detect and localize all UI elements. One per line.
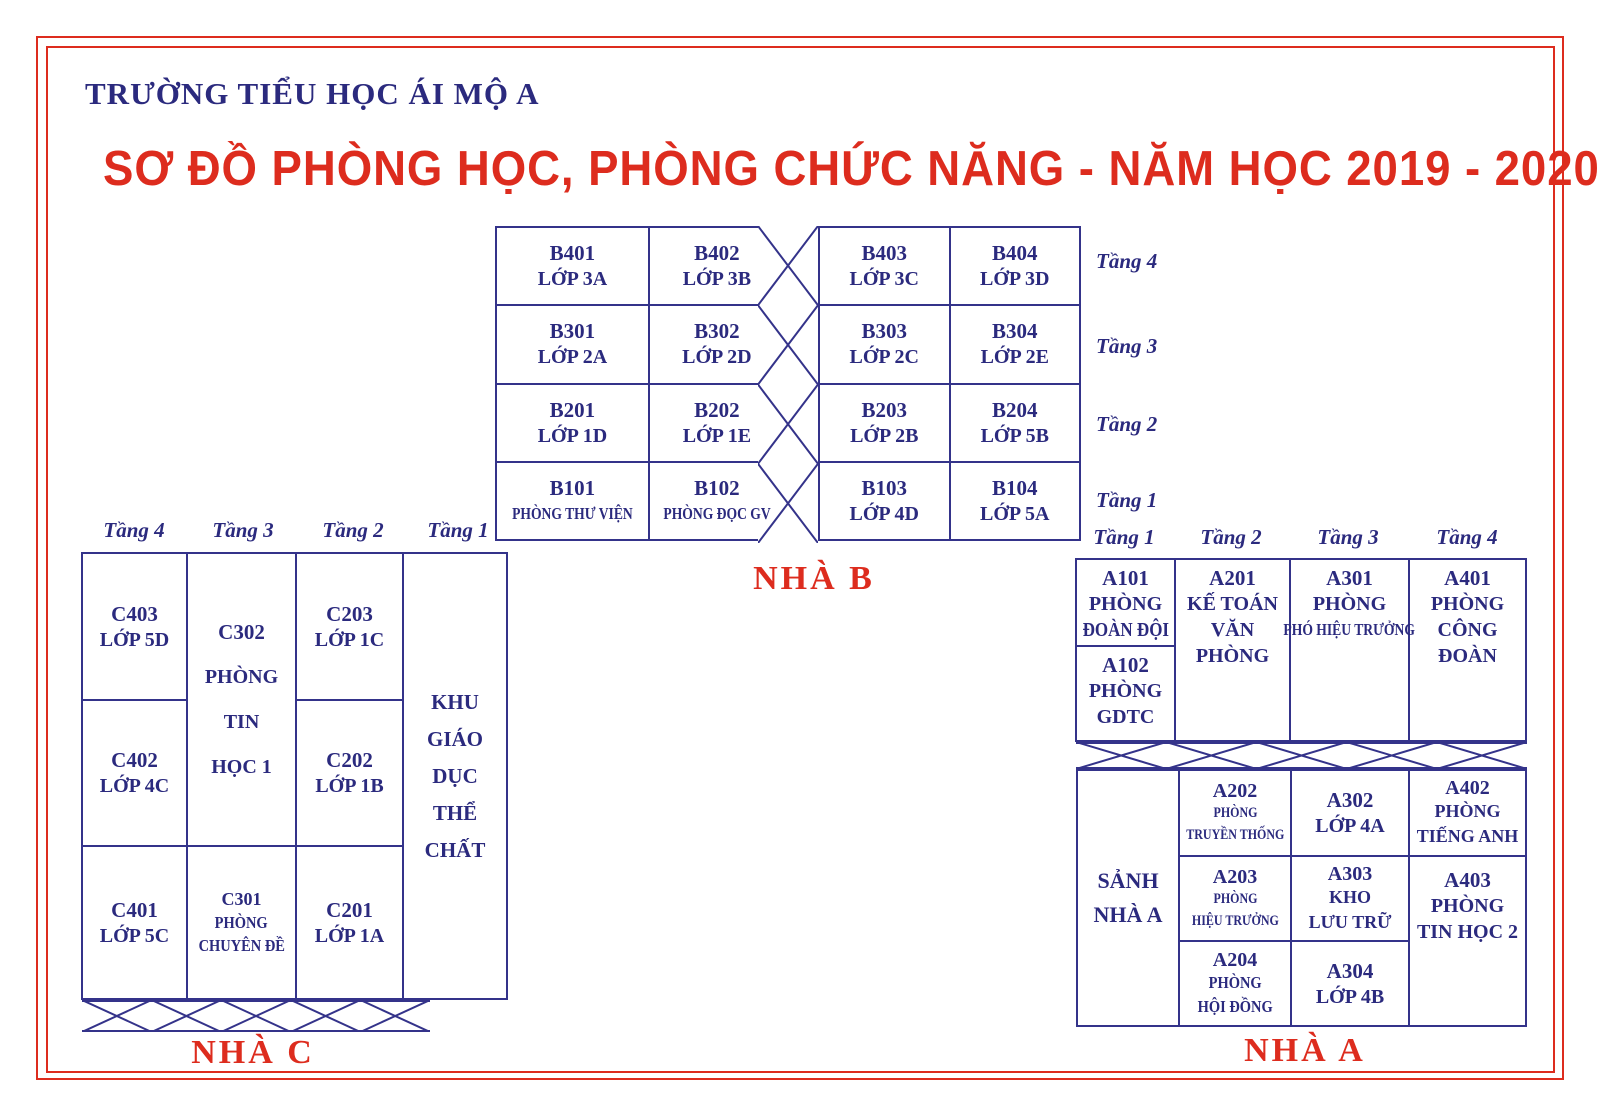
room-code: A203: [1212, 865, 1258, 888]
room-name: LỚP 1D: [537, 424, 608, 447]
building-b-right-block: [818, 226, 1081, 541]
room-name: LỚP 1E: [682, 424, 752, 447]
room-b201: [497, 385, 648, 461]
room-name: LỚP 5A: [980, 502, 1050, 525]
room-name-line: PHÒNG: [1088, 680, 1163, 702]
room-b303: [820, 306, 949, 382]
room-code: A303: [1327, 862, 1373, 885]
room-name: LỚP 3A: [537, 268, 608, 291]
room-name: LỚP 1B: [315, 775, 384, 797]
page-title: SƠ ĐỒ PHÒNG HỌC, PHÒNG CHỨC NĂNG - NĂM HỌC 2019 - 2020: [103, 142, 1600, 196]
room-code: B404: [991, 241, 1038, 266]
c-floor-label-tang-3: Tầng 3: [212, 518, 274, 542]
room-name-line: PHÒNG: [1430, 895, 1505, 917]
room-a202: [1180, 771, 1290, 855]
room-code: B101: [549, 475, 596, 500]
room-name-line: VĂN PHÒNG: [1195, 619, 1270, 667]
room-a301: [1283, 560, 1416, 740]
room-name-line: CHUYÊN ĐỀ: [198, 936, 285, 955]
room-name-line: KHO: [1328, 886, 1371, 907]
room-name: LỚP 1A: [314, 924, 385, 947]
room-code: A204: [1212, 948, 1258, 971]
room-code: A301: [1326, 566, 1373, 590]
room-name-line: PHÒNG: [1312, 593, 1387, 615]
room-a101: [1077, 560, 1174, 645]
school-name: TRƯỜNG TIỂU HỌC ÁI MỘ A: [85, 76, 540, 111]
room-a201: [1176, 560, 1289, 740]
room-name-line: KHU: [431, 689, 479, 714]
room-a303: [1292, 857, 1408, 940]
room-name-line: GIÁO: [426, 726, 483, 751]
room-name-line: PHÓ HIỆU TRƯỞNG: [1283, 620, 1416, 639]
room-code: A403: [1444, 868, 1491, 892]
room-name: LỚP 3B: [682, 268, 752, 291]
b-floor-label-tang-4: Tầng 4: [1096, 249, 1158, 273]
building-c-label: NHÀ C: [191, 1034, 315, 1071]
room-b204: [951, 385, 1080, 461]
room-c403: [83, 554, 186, 699]
room-name-line: KẾ TOÁN: [1187, 593, 1278, 615]
room-b304: [951, 306, 1080, 382]
room-name: LỚP 5B: [980, 424, 1049, 447]
room-code: B402: [694, 241, 740, 266]
room-name: LỚP 2B: [850, 424, 919, 447]
building-b-label: NHÀ B: [753, 560, 875, 597]
room-name-line: ĐOÀN ĐỘI: [1082, 619, 1169, 641]
room-code: C203: [326, 601, 373, 626]
room-name-line: PHÒNG: [204, 665, 279, 688]
building-a-top-block: [1075, 558, 1527, 742]
room-code: A201: [1209, 566, 1256, 590]
b-floor-label-tang-3: Tầng 3: [1096, 334, 1158, 358]
room-name-line: NHÀ A: [1093, 902, 1163, 927]
room-a304: [1292, 942, 1408, 1025]
room-code: B303: [861, 319, 907, 344]
c-floor-label-tang-4: Tầng 4: [103, 518, 165, 542]
room-code: B103: [861, 475, 907, 500]
room-c201: [297, 847, 402, 998]
room-name-line: PHÒNG: [1434, 801, 1501, 821]
room-a102: [1077, 647, 1174, 740]
a-floor-label-tang-1: Tầng 1: [1093, 525, 1155, 549]
room-c202: [297, 701, 402, 845]
room-name-line: PHÒNG: [215, 913, 268, 932]
b-floor-label-tang-1: Tầng 1: [1096, 488, 1158, 512]
room-code: C401: [111, 897, 158, 922]
room-code: A402: [1445, 777, 1490, 799]
room-code: B302: [694, 319, 740, 344]
room-name-line: TIN: [223, 710, 260, 733]
room-name: LỚP 4D: [849, 502, 919, 525]
a-floor-label-tang-3: Tầng 3: [1317, 525, 1379, 549]
room-a403: [1410, 857, 1525, 1025]
room-name-line: PHÒNG: [1430, 593, 1505, 615]
room-a204: [1180, 942, 1290, 1025]
building-a-bottom-block: [1076, 769, 1527, 1027]
room-name: LỚP 4C: [99, 775, 170, 797]
room-code: B201: [549, 397, 596, 422]
building-a-label: NHÀ A: [1244, 1032, 1366, 1069]
room-code: B401: [549, 241, 596, 266]
room-name-line: DỤC: [432, 763, 478, 788]
room-a203: [1180, 857, 1290, 940]
room-name-line: PHÒNG: [1208, 972, 1262, 992]
a-floor-label-tang-2: Tầng 2: [1200, 525, 1262, 549]
room-name-line: THỂ: [432, 800, 478, 825]
room-b104: [951, 463, 1080, 539]
room-name-line: TIẾNG ANH: [1416, 826, 1519, 846]
room-name: LỚP 3D: [980, 268, 1050, 291]
room-code: B203: [861, 397, 907, 422]
room-code: B204: [991, 397, 1038, 422]
a-floor-label-tang-4: Tầng 4: [1436, 525, 1498, 549]
room-name: LỚP 1C: [314, 628, 385, 651]
room-name: LỚP 3C: [849, 268, 919, 291]
building-c-base-hatch: [82, 1000, 430, 1032]
room-name-line: CÔNG ĐOÀN: [1437, 619, 1498, 667]
room-code: A101: [1102, 566, 1149, 590]
room-b203: [820, 385, 949, 461]
room-name: LỚP 2E: [980, 346, 1049, 369]
room-c401: [83, 847, 186, 998]
room-c402: [83, 701, 186, 845]
room-code: A302: [1326, 788, 1374, 812]
room-name: LỚP 5D: [99, 628, 170, 651]
room-khu-giao-duc-the-chat: [404, 554, 506, 998]
room-name: PHÒNG ĐỌC GV: [663, 503, 771, 523]
room-code: A102: [1102, 653, 1149, 677]
building-a-connector-hatch: [1076, 742, 1527, 769]
building-b-left-block: [495, 226, 771, 541]
b-floor-label-tang-2: Tầng 2: [1096, 412, 1158, 436]
room-c301: [188, 847, 295, 998]
c-floor-label-tang-1: Tầng 1: [427, 518, 489, 542]
room-b401: [497, 228, 648, 304]
room-name: LỚP 2A: [537, 346, 608, 369]
room-code: B301: [549, 319, 596, 344]
room-code: B202: [694, 397, 740, 422]
room-name-line: CHẤT: [424, 837, 486, 862]
room-name-line: HỘI ĐỒNG: [1197, 996, 1273, 1016]
room-a302: [1292, 771, 1408, 855]
room-code: C201: [326, 897, 373, 922]
room-code: B403: [861, 241, 907, 266]
room-name: LỚP 2C: [849, 346, 919, 369]
room-name: LỚP 4A: [1315, 815, 1385, 837]
room-a401: [1410, 560, 1525, 740]
room-code: C402: [111, 748, 158, 772]
room-code: C302: [218, 619, 265, 644]
room-code: A401: [1444, 566, 1491, 590]
room-name-line: TRUYỀN THỐNG: [1185, 827, 1285, 843]
room-name-line: LƯU TRỮ: [1308, 911, 1392, 932]
room-name: LỚP 2D: [682, 346, 752, 369]
room-name-line: SẢNH: [1097, 868, 1159, 893]
room-name-line: TIN HỌC 2: [1416, 921, 1519, 943]
room-name: PHÒNG THƯ VIỆN: [512, 503, 633, 523]
room-code: C301: [221, 889, 262, 909]
room-code: C403: [111, 601, 158, 626]
room-b301: [497, 306, 648, 382]
room-a402: [1410, 771, 1525, 855]
room-sanh-nha-a: [1078, 771, 1178, 1025]
room-c302: [188, 554, 295, 845]
room-code: A202: [1212, 780, 1258, 802]
room-name-line: PHÒNG: [1213, 890, 1257, 907]
room-b403: [820, 228, 949, 304]
room-name: LỚP 5C: [99, 924, 170, 947]
room-b404: [951, 228, 1080, 304]
room-code: A304: [1326, 958, 1374, 983]
building-c-block: [81, 552, 508, 1000]
c-floor-label-tang-2: Tầng 2: [322, 518, 384, 542]
room-name-line: GDTC: [1096, 706, 1155, 728]
room-code: B104: [991, 475, 1038, 500]
room-b101: [497, 463, 648, 539]
room-name-line: PHÒNG: [1088, 593, 1163, 615]
room-code: C202: [326, 748, 373, 772]
room-code: B102: [694, 475, 740, 500]
room-b103: [820, 463, 949, 539]
room-name-line: PHÒNG: [1213, 805, 1257, 821]
room-code: B304: [991, 319, 1038, 344]
building-b-connector-hatch: [758, 226, 818, 543]
room-c203: [297, 554, 402, 699]
room-name-line: HỌC 1: [211, 755, 272, 778]
room-name: LỚP 4B: [1315, 985, 1385, 1008]
room-name-line: HIỆU TRƯỞNG: [1191, 912, 1279, 929]
